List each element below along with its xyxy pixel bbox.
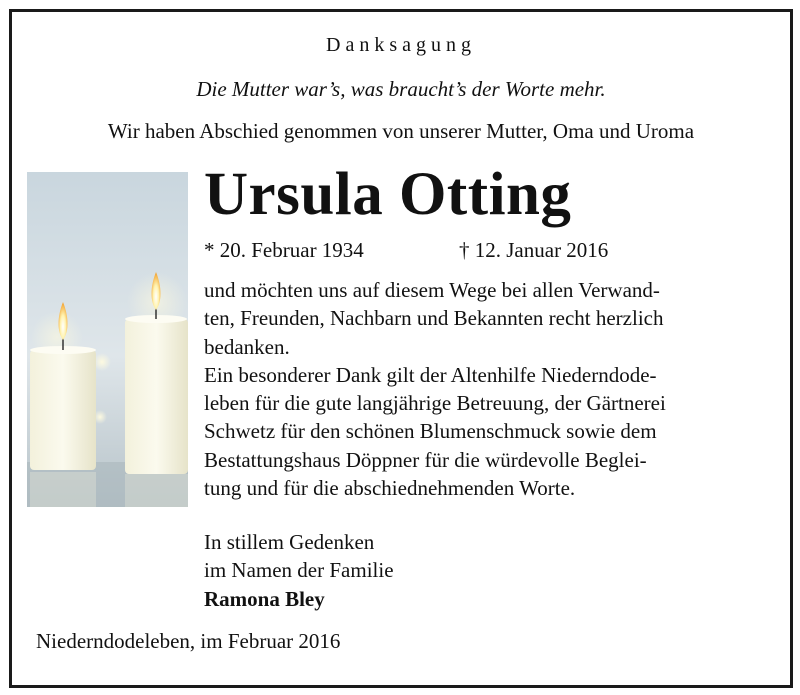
closing-line: im Namen der Familie bbox=[204, 558, 394, 583]
deceased-name: Ursula Otting bbox=[204, 161, 572, 228]
intro-line: Wir haben Abschied genommen von unserer Mutter, Oma und Uroma bbox=[107, 119, 695, 143]
text-line: bedanken. bbox=[204, 334, 290, 359]
closing-block bbox=[204, 528, 394, 613]
text-line: Ein besonderer Dank gilt der Altenhilfe Niederndode- bbox=[204, 362, 657, 387]
text-line: ten, Freunden, Nachbarn und Bekannten recht herzlich bbox=[204, 306, 664, 331]
motto-quote: Die Mutter war’s, was braucht’s der Worte mehr. bbox=[196, 77, 606, 101]
text-line: leben für die gute langjährige Betreuung, der Gärtnerei bbox=[204, 391, 666, 416]
place-date: Niederndodeleben, im Februar 2016 bbox=[36, 629, 341, 653]
candles-image bbox=[27, 172, 188, 507]
text-line: Bestattungshaus Döppner für die würdevolle Beglei- bbox=[204, 447, 647, 472]
text-line: und möchten uns auf diesem Wege bei allen Verwand- bbox=[204, 278, 660, 302]
obituary-notice bbox=[9, 9, 793, 688]
text-line: Schwetz für den schönen Blumenschmuck sowie dem bbox=[204, 419, 657, 444]
thanks-text bbox=[204, 276, 666, 502]
notice-heading: Danksagung bbox=[326, 34, 476, 56]
signer-name: Ramona Bley bbox=[204, 586, 325, 611]
text-line: tung und für die abschiednehmenden Worte. bbox=[204, 476, 576, 501]
death-date: † 12. Januar 2016 bbox=[459, 238, 609, 262]
closing-line: In stillem Gedenken bbox=[204, 530, 375, 554]
birth-date: * 20. Februar 1934 bbox=[204, 238, 364, 262]
